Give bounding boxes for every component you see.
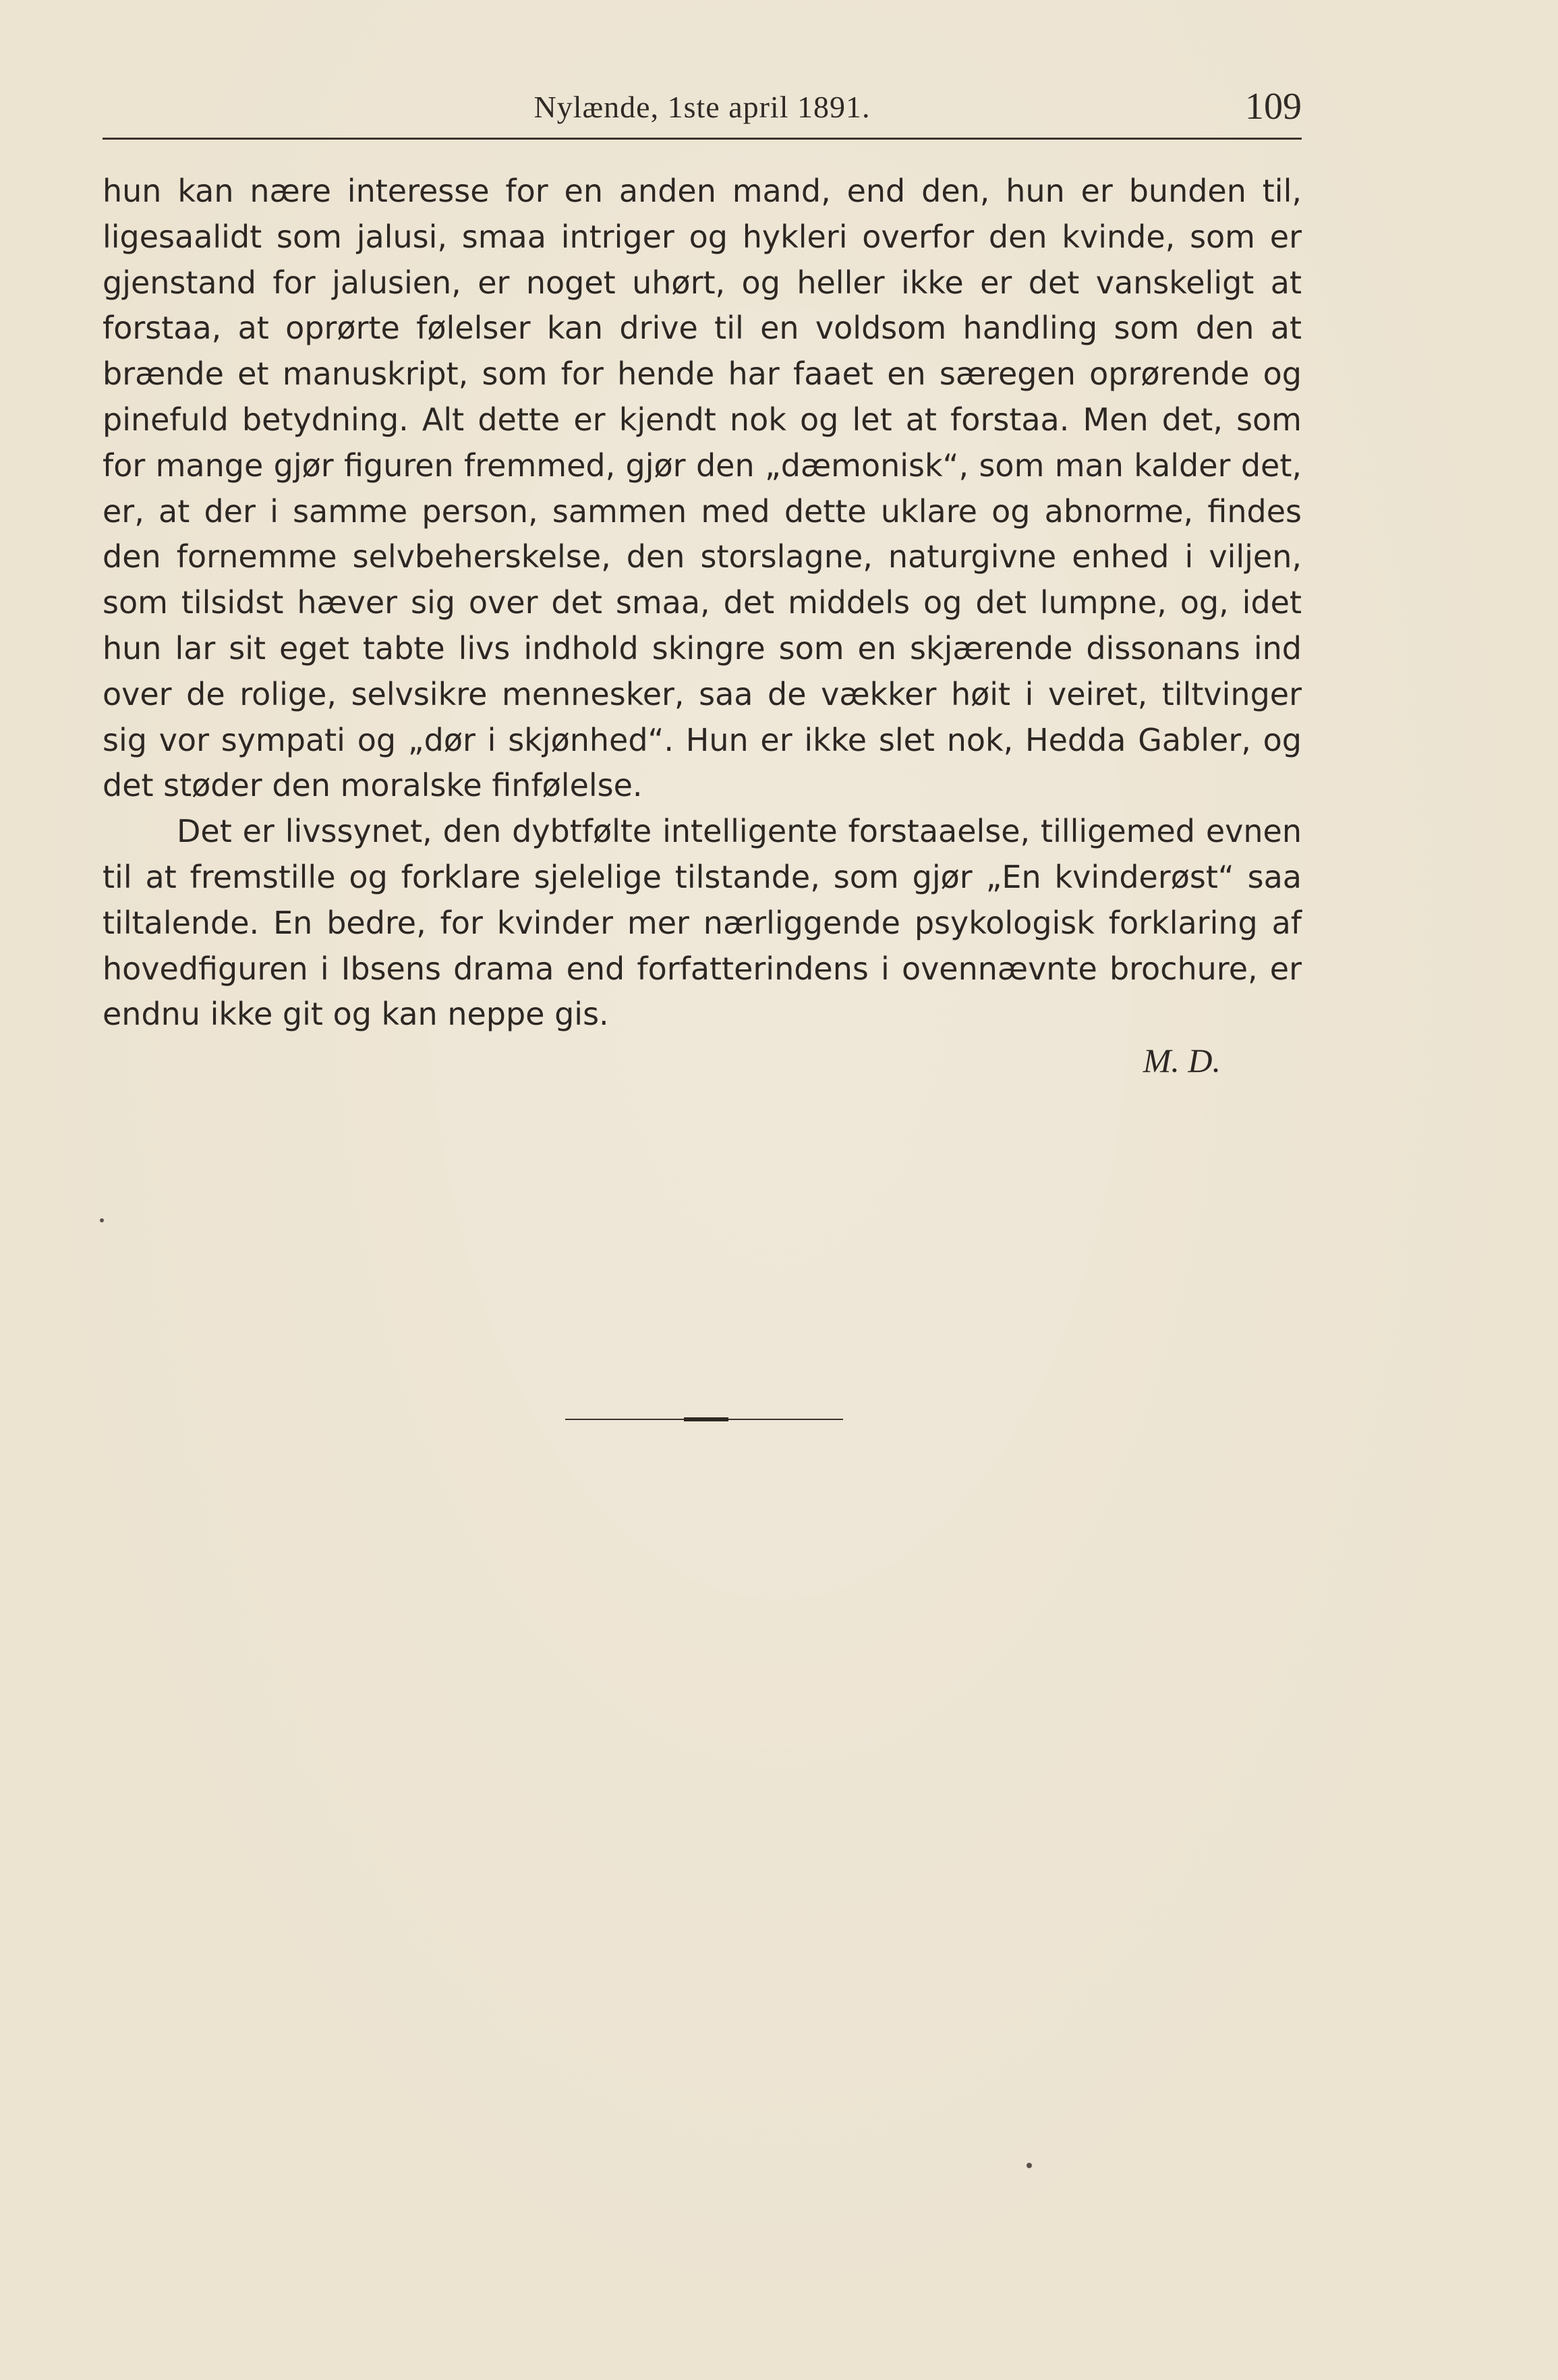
page-number: 109 xyxy=(1245,86,1302,128)
page-header xyxy=(103,82,1302,136)
running-title: Nylænde, 1ste april 1891. xyxy=(533,90,871,124)
header-rule xyxy=(103,138,1302,140)
end-ornament-rule xyxy=(565,1417,843,1421)
ink-speck xyxy=(1027,2163,1032,2168)
ink-speck xyxy=(100,1218,104,1222)
author-signature: M. D. xyxy=(1143,1042,1221,1080)
paragraph-2: Det er livssynet, den dybtfølte intelligente forstaaelse, tilligemed evnen til at fremstille og forklare sjelelige tilstande, som gjør „En kvinderøst“ saa tiltalende. En bedre, for kvinder mer nærliggende psykologisk forklaring af hovedfiguren i Ibsens drama end forfatterindens i ovennævnte brochure, er endnu ikke git og kan neppe gis. xyxy=(103,813,1302,1033)
article-body xyxy=(103,169,1302,1083)
paragraph-1: hun kan nære interesse for en anden mand, end den, hun er bunden til, ligesaalidt som jalusi, smaa intriger og hykleri overfor den kvinde, som er gjenstand for jalusien, er noget uhørt, og heller ikke er det vanskeligt at forstaa, at oprørte følelser kan drive til en voldsom handling som den at brænde et manuskript, som for hende har faaet en særegen oprørende og pinefuld betydning. Alt dette er kjendt nok og let at forstaa. Men det, som for mange gjør figuren fremmed, gjør den „dæmonisk“, som man kalder det, er, at der i samme person, sammen med dette uklare og abnorme, findes den fornemme selvbeherskelse, den storslagne, naturgivne enhed i viljen, som tilsidst hæver sig over det smaa, det middels og det lumpne, og, idet hun lar sit eget tabte livs indhold skingre som en skjærende dissonans ind over de rolige, selvsikre mennesker, saa de vækker høit i veiret, tiltvinger sig vor sympati og „dør i skjønhed“. Hun er ikke slet nok, Hedda Gabler, og det støder den moralske finfølelse. xyxy=(103,173,1302,804)
